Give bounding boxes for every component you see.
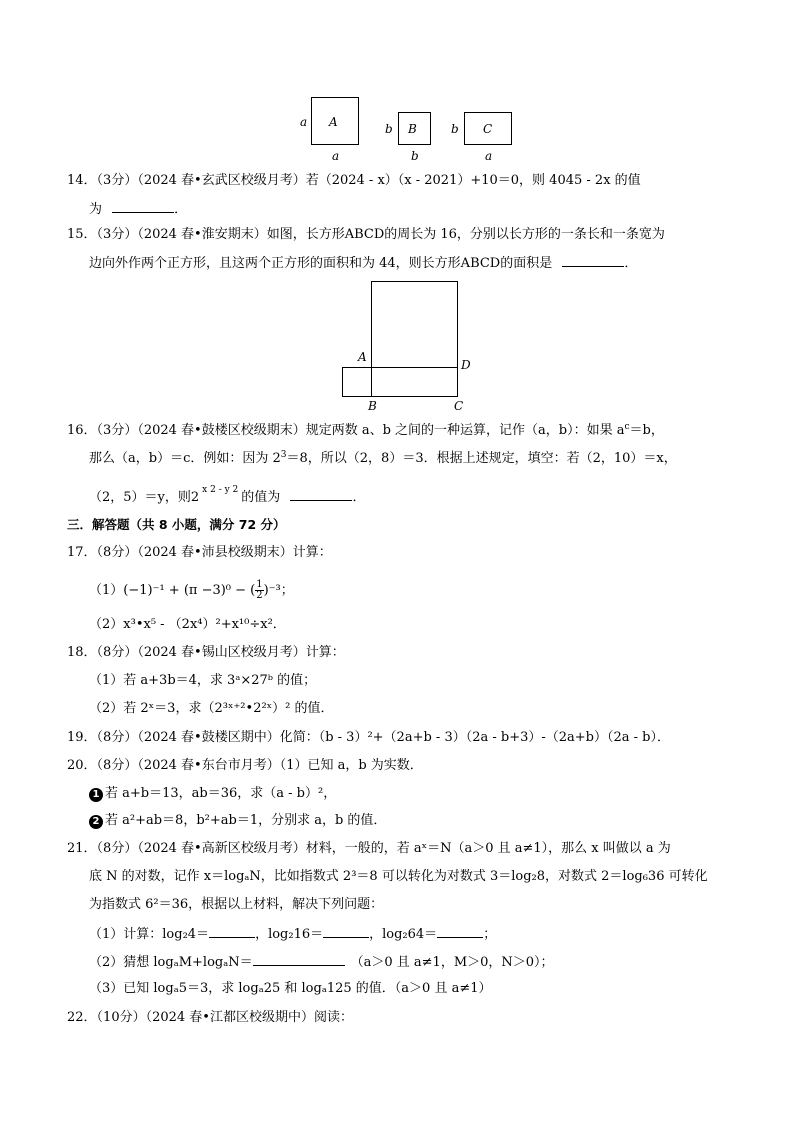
q16-line2-sup: 3 — [280, 450, 287, 460]
q17-frac-num: 1 — [256, 579, 263, 590]
q16-line2-end: ＝8，所以（2，8）＝3．根据上述规定，填空：若（2，10）＝x， — [286, 451, 677, 466]
q21-blank-1[interactable] — [209, 925, 255, 938]
q21-p2-b: （a＞0 且 a≠1，M＞0，N＞0）； — [350, 955, 554, 970]
q16-line2 — [89, 451, 677, 467]
q17-frac-den: 2 — [256, 590, 263, 601]
rectangle-c-bottom-label: a — [485, 149, 493, 163]
label-b: B — [368, 399, 377, 413]
small-square — [342, 367, 372, 397]
q20-title: 20．（8分）（2024 春•东台市月考）（1）已知 a，b 为实数． — [67, 758, 423, 773]
q21-p1-d: ； — [483, 927, 497, 942]
q21-blank-4[interactable] — [253, 953, 345, 966]
rectangle-c-side-label: b — [451, 122, 459, 136]
q21-p2-a: （2）猜想 logₐM+logₐN＝ — [89, 955, 253, 970]
q14-line1: 14．（3分）（2024 春•玄武区校级月考）若（2024 - x）（x - 2021）+10＝0，则 4045 - 2x 的值 — [67, 173, 641, 188]
label-a: A — [358, 350, 367, 364]
rectangle-c-name: C — [483, 122, 493, 136]
circled-number-2: 2 — [89, 815, 103, 829]
q16-line3 — [89, 485, 366, 507]
q14-line2-text: 为 — [89, 202, 103, 217]
q21-line2: 底 N 的对数，记作 x＝logₐN，比如指数式 2³＝8 可以转化为对数式 3＝log₂8，对数式 2＝log₆36 可转化 — [89, 869, 708, 884]
q16-line1-text: 16．（3分）（2024 春•鼓楼区校级期末）规定两数 a、b 之间的一种运算，记作（a，b）：如果 a — [67, 423, 625, 438]
square-a-name: A — [329, 115, 338, 129]
q17-p1-frac — [255, 580, 263, 601]
q16-line3-exp: x 2 - y 2 — [202, 485, 239, 495]
q18-part1: （1）若 a+3b＝4，求 3ᵃ×27ᵇ 的值； — [89, 673, 317, 688]
label-d: D — [461, 358, 471, 372]
q16-line3-b: 的值为 — [241, 490, 281, 505]
q18-title: 18．（8分）（2024 春•锡山区校级月考）计算： — [67, 645, 345, 660]
q16-line3-a: （2，5）＝y，则2 — [89, 490, 200, 505]
q17-p1-tail: )⁻³； — [263, 583, 294, 598]
q21-p1-a: （1）计算：log₂4＝ — [89, 927, 210, 942]
q16-line1-sup: c — [624, 422, 630, 432]
q21-line1: 21．（8分）（2024 春•高新区校级月考）材料，一般的，若 aˣ＝N（a＞0 且 a≠1），那么 x 叫做以 a 为 — [67, 841, 671, 856]
q14-answer-blank[interactable] — [112, 200, 174, 213]
q20-case2 — [89, 813, 386, 829]
label-c: C — [454, 399, 464, 413]
q20-case2-text: 若 a²+ab＝8，b²+ab＝1，分别求 a，b 的值． — [105, 813, 387, 828]
q21-part3: （3）已知 logₐ5＝3，求 logₐ25 和 logₐ125 的值．（a＞0 且 a≠1） — [89, 981, 492, 996]
q22-text: 22．（10分）（2024 春•江都区校级期中）阅读： — [67, 1010, 353, 1025]
square-b-name: B — [408, 122, 417, 136]
big-square — [371, 281, 458, 368]
q17-part1 — [89, 580, 294, 601]
q14-line2 — [89, 200, 187, 218]
square-b-bottom-label: b — [411, 149, 419, 163]
q21-blank-3[interactable] — [437, 925, 483, 938]
q17-part2: （2）x³•x⁵ - （2x⁴）²+x¹⁰÷x²． — [89, 617, 286, 632]
q18-part2: （2）若 2ˣ＝3，求（2³ˣ⁺²•2²ˣ）² 的值． — [89, 701, 334, 716]
q16-line1 — [67, 423, 664, 439]
q21-p1-b: ，log₂16＝ — [255, 927, 324, 942]
q16-line1-end: ＝b， — [629, 423, 664, 438]
square-a-side-label: a — [300, 115, 308, 129]
q21-part1 — [89, 925, 496, 943]
square-a-bottom-label: a — [332, 149, 340, 163]
q16-line2-text: 那么（a，b）＝c．例如：因为 2 — [89, 451, 281, 466]
q21-part2 — [89, 953, 554, 971]
q14-period: ． — [174, 202, 188, 217]
q20-case1-text: 若 a+b＝13，ab＝36，求（a - b）²， — [105, 786, 337, 801]
square-b-side-label: b — [385, 122, 393, 136]
q21-blank-2[interactable] — [323, 925, 369, 938]
q21-p1-c: ，log₂64＝ — [369, 927, 438, 942]
q15-answer-blank[interactable] — [562, 254, 624, 267]
section-title: 三．解答题（共 8 小题，满分 72 分） — [67, 517, 286, 532]
q15-period: ． — [624, 256, 638, 271]
q17-title: 17．（8分）（2024 春•沛县校级期末）计算： — [67, 545, 332, 560]
circled-number-1: 1 — [89, 788, 103, 802]
q21-line3: 为指数式 6²＝36，根据以上材料，解决下列问题： — [89, 897, 384, 912]
q20-case1 — [89, 786, 336, 802]
q16-period: ． — [352, 490, 366, 505]
q15-line2 — [89, 254, 637, 272]
rectangle-abcd — [371, 367, 458, 397]
q17-p1-prefix: （1） — [89, 583, 124, 598]
q19-text: 19．（8分）（2024 春•鼓楼区期中）化简：（b - 3）²+（2a+b - 3）（2a - b+3）-（2a+b）（2a - b）． — [67, 730, 671, 745]
q17-p1-expr: (−1)⁻¹ + (π −3)⁰ − ( — [123, 583, 256, 598]
q15-line1: 15．（3分）（2024 春•淮安期末）如图，长方形ABCD的周长为 16，分别以长方形的一条长和一条宽为 — [67, 227, 665, 242]
q15-line2-text: 边向外作两个正方形，且这两个正方形的面积和为 44，则长方形ABCD的面积是 — [89, 256, 553, 271]
q16-answer-blank[interactable] — [290, 488, 352, 501]
